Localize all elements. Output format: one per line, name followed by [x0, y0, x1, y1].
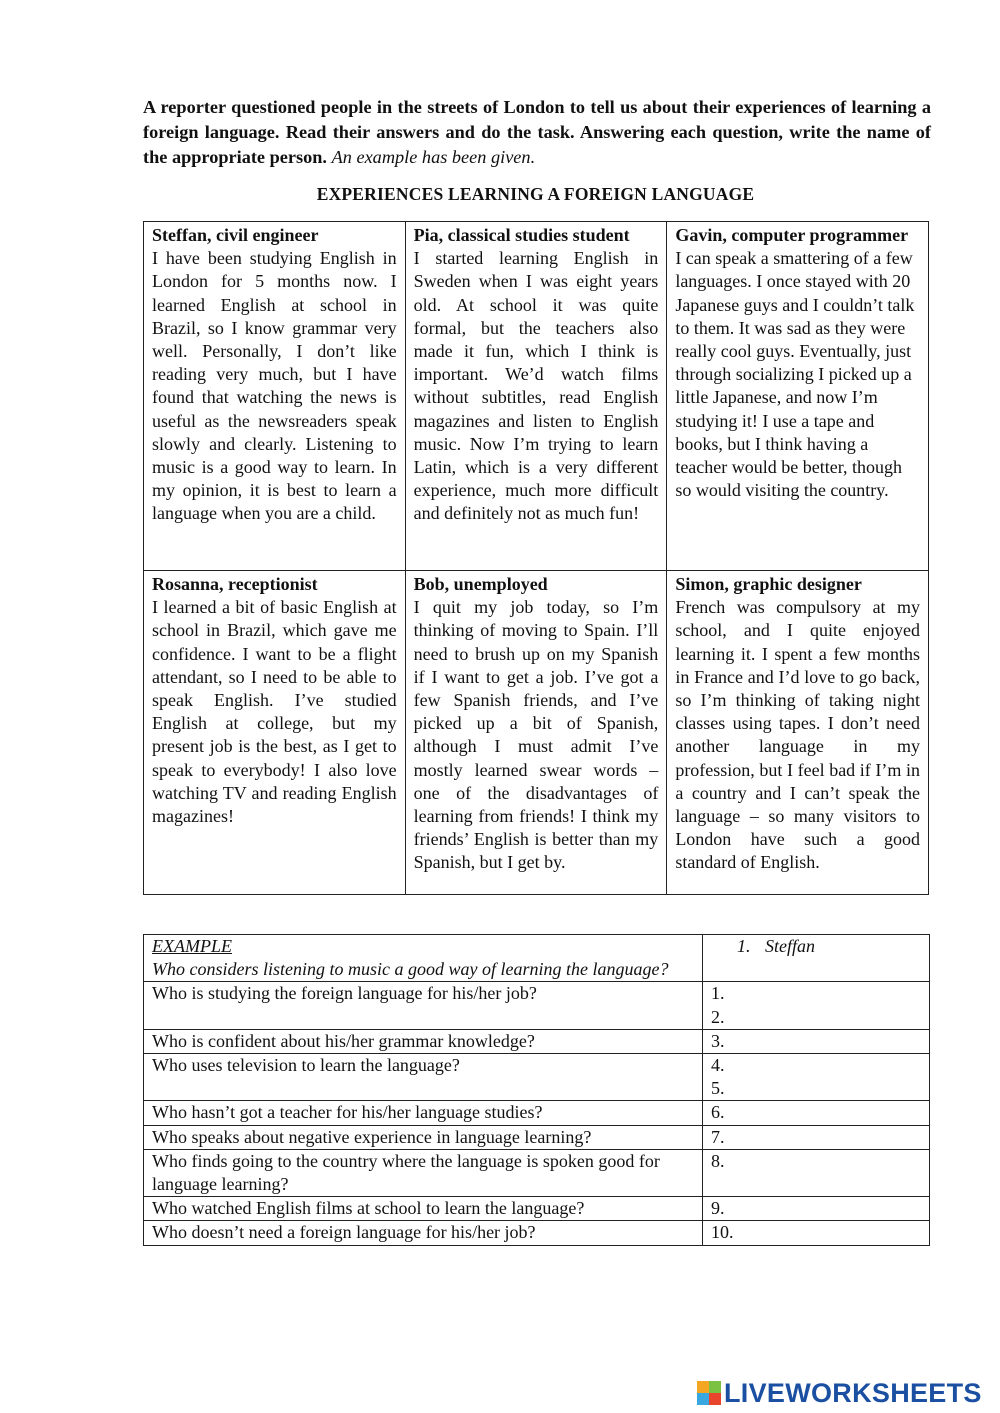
person-card-simon: [667, 571, 929, 895]
example-answer-number: 1.: [737, 936, 751, 956]
answer-cell[interactable]: [703, 1149, 930, 1196]
liveworksheets-logo[interactable]: [697, 1377, 982, 1409]
section-title: EXPERIENCES LEARNING A FOREIGN LANGUAGE: [316, 184, 755, 204]
answer-number: 8.: [711, 1150, 725, 1171]
example-answer-name: Steffan: [765, 936, 815, 956]
question-row: [144, 1149, 930, 1196]
logo-wordmark: LIVEWORKSHEETS: [724, 1377, 982, 1408]
example-answer-cell: [703, 935, 930, 982]
mark-square: [709, 1393, 721, 1405]
person-card-pia: [405, 222, 667, 571]
mark-square: [697, 1381, 709, 1393]
answer-cell[interactable]: [703, 1101, 930, 1125]
person-name: Bob, unemployed: [413, 574, 548, 594]
answer-number: 6.: [711, 1102, 725, 1123]
question-row: [144, 1197, 930, 1221]
people-row: [144, 571, 929, 895]
question-text: Who speaks about negative experience in language learning?: [144, 1125, 703, 1149]
answer-number: 2.: [711, 1006, 725, 1027]
person-text: I quit my job today, so I’m thinking of moving to Spain. I’ll need to brush up on my Spanish if I want to get a job. I’ve got a few Spanish friends, and I’ve picked up a bit of Spanish, although I must admit I’ve mostly learned swear words – one of the disadvantages of learning from friends! I think my friends’ English is better than my Spanish, but I get by.: [413, 597, 659, 873]
question-text: Who doesn’t need a foreign language for his/her job?: [144, 1221, 703, 1245]
person-text: I learned a bit of basic English at school in Brazil, which gave me confidence. I want to be a flight attendant, so I need to be able to speak English. I’ve studied English at college, but my present job is the best, as I get to speak to everybody! I also love watching TV and reading English magazines!: [152, 597, 397, 827]
person-name: Rosanna, receptionist: [152, 574, 318, 594]
example-answer: [711, 935, 921, 958]
people-row: [144, 222, 929, 571]
answer-cell[interactable]: [703, 1125, 930, 1149]
question-row: [144, 1125, 930, 1149]
person-card-rosanna: [144, 571, 406, 895]
answer-number: 1.: [711, 983, 725, 1004]
answer-number: 9.: [711, 1198, 725, 1219]
question-text: Who hasn’t got a teacher for his/her language studies?: [144, 1101, 703, 1125]
question-text: Who watched English films at school to learn the language?: [144, 1197, 703, 1221]
person-card-bob: [405, 571, 667, 895]
answer-cell[interactable]: [703, 1197, 930, 1221]
questions-table: [143, 934, 930, 1246]
answer-number: 4.: [711, 1055, 725, 1076]
instructions: [143, 95, 931, 170]
question-text: Who is confident about his/her grammar knowledge?: [144, 1029, 703, 1053]
people-table: [143, 221, 929, 895]
question-row: [144, 1054, 930, 1101]
person-text: I have been studying English in London for 5 months now. I learned English at school in Brazil, so I know grammar very well. Personally, I don’t like reading very much, but I have found that watching the news is useful as the newsreaders speak slowly and clearly. Listening to music is a good way to learn. In my opinion, it is best to learn a language when you are a child.: [152, 248, 397, 524]
answer-cell[interactable]: [703, 982, 930, 1029]
mark-square: [697, 1393, 709, 1405]
answer-number: 3.: [711, 1030, 725, 1051]
question-row: [144, 1029, 930, 1053]
person-name: Pia, classical studies student: [413, 225, 630, 245]
question-row: [144, 1101, 930, 1125]
example-row: [144, 935, 930, 982]
answer-cell[interactable]: [703, 1054, 930, 1101]
question-row: [144, 1221, 930, 1245]
answer-cell[interactable]: [703, 1029, 930, 1053]
question-text: Who is studying the foreign language for his/her job?: [144, 982, 703, 1029]
person-text: I can speak a smattering of a few languages. I once stayed with 20 Japanese guys and I couldn’t talk to them. It was sad as they were really cool guys. Eventually, just through socializing I picked up a little Japanese, and now I’m studying it! I use a tape and books, but I think having a teacher would be better, though so would visiting the country.: [675, 248, 915, 501]
answer-number: 10.: [711, 1222, 734, 1243]
person-name: Simon, graphic designer: [675, 574, 862, 594]
instructions-text: A reporter questioned people in the streets of London to tell us about their experiences of learning a foreign language. Read their answers and do the task. Answering each question, write the name of the appropriate person.: [143, 97, 931, 167]
person-card-gavin: [667, 222, 929, 571]
person-text: French was compulsory at my school, and I quite enjoyed learning it. I spent a few months in France and I’d love to go back, so I’m thinking of taking night classes using tapes. I don’t need another language in my profession, but I feel bad if I’m in a country and I can’t speak the language – so many visitors to London have such a good standard of English.: [675, 597, 920, 873]
liveworksheets-mark-icon: [697, 1381, 721, 1405]
question-text: Who uses television to learn the language?: [144, 1054, 703, 1101]
answer-number: 7.: [711, 1126, 725, 1147]
person-text: I started learning English in Sweden when I was eight years old. At school it was quite formal, but the teachers also made it fun, which I think is important. We’d watch films without subtitles, read English magazines and listen to English music. Now I’m trying to learn Latin, which is a very different experience, much more difficult and definitely not as much fun!: [413, 248, 659, 524]
example-label: EXAMPLE: [152, 936, 232, 956]
example-question-cell: [144, 935, 703, 982]
person-card-steffan: [144, 222, 406, 571]
mark-square: [709, 1381, 721, 1393]
example-note: An example has been given.: [331, 147, 536, 167]
person-name: Steffan, civil engineer: [152, 225, 319, 245]
person-name: Gavin, computer programmer: [675, 225, 909, 245]
answer-cell[interactable]: [703, 1221, 930, 1245]
question-row: [144, 982, 930, 1029]
example-question: Who considers listening to music a good way of learning the language?: [152, 959, 669, 980]
answer-number: 5.: [711, 1078, 725, 1099]
question-text: Who finds going to the country where the language is spoken good for language learning?: [144, 1149, 703, 1196]
